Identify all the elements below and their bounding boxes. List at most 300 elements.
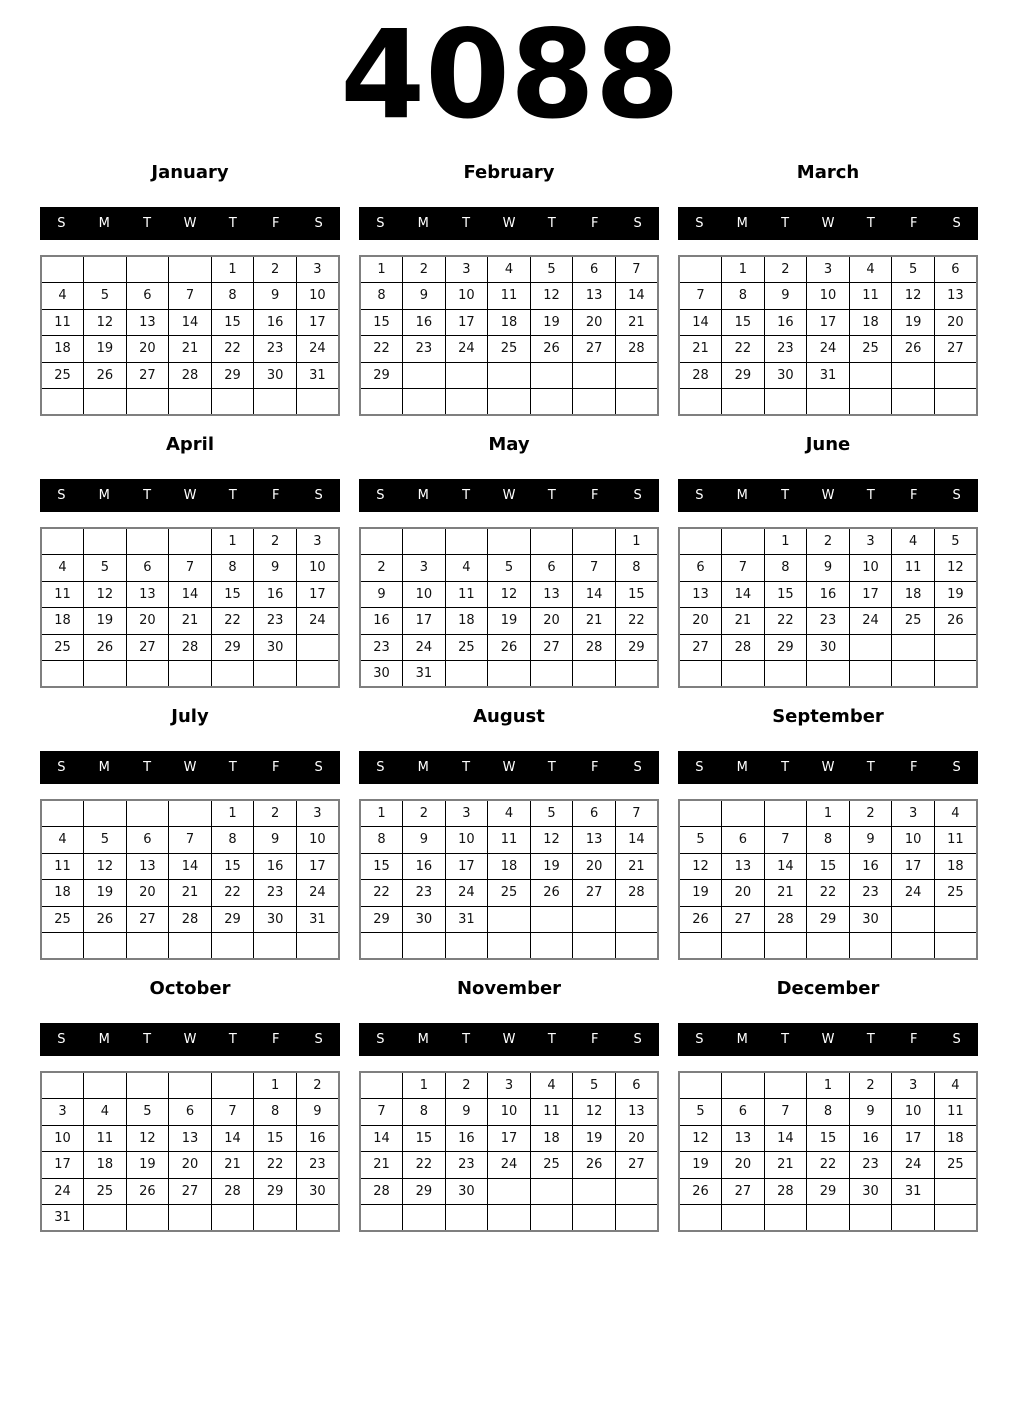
weekday-label: W xyxy=(821,760,835,775)
day-cell: 7 xyxy=(615,800,658,827)
empty-day-cell xyxy=(126,1072,169,1099)
day-cell: 10 xyxy=(892,1099,935,1126)
weekday-label: S xyxy=(633,488,642,503)
day-cell: 20 xyxy=(126,880,169,907)
weekday-label: T xyxy=(228,488,237,503)
empty-day-cell xyxy=(615,362,658,389)
week-row xyxy=(360,362,658,389)
empty-day-cell xyxy=(126,1205,169,1232)
day-cell: 27 xyxy=(934,336,977,363)
day-cell: 5 xyxy=(934,528,977,555)
week-row xyxy=(679,309,977,336)
day-cell: 31 xyxy=(892,1178,935,1205)
weekday-label: S xyxy=(376,1032,385,1047)
day-cell: 30 xyxy=(254,362,297,389)
header-gap xyxy=(359,1056,659,1071)
week-row xyxy=(360,634,658,661)
month-title: August xyxy=(473,706,545,727)
day-cell: 29 xyxy=(764,634,807,661)
day-cell: 19 xyxy=(126,1152,169,1179)
day-cell: 22 xyxy=(211,880,254,907)
day-cell: 15 xyxy=(254,1125,297,1152)
month-section xyxy=(678,966,978,1232)
day-cell: 22 xyxy=(807,880,850,907)
day-cell: 10 xyxy=(445,283,488,310)
weekday-label: S xyxy=(952,1032,961,1047)
empty-day-cell xyxy=(892,906,935,933)
day-cell: 27 xyxy=(126,906,169,933)
weekday-label: T xyxy=(547,488,556,503)
weekday-header-bar xyxy=(40,479,340,512)
day-cell: 19 xyxy=(892,309,935,336)
weekday-label: W xyxy=(183,488,197,503)
day-cell: 14 xyxy=(211,1125,254,1152)
day-cell: 19 xyxy=(573,1125,616,1152)
weekday-label: T xyxy=(143,1032,152,1047)
day-cell: 11 xyxy=(41,309,84,336)
empty-day-cell xyxy=(254,933,297,960)
day-cell: 30 xyxy=(296,1178,339,1205)
empty-day-cell xyxy=(126,528,169,555)
empty-day-cell xyxy=(615,661,658,688)
day-cell: 24 xyxy=(892,1152,935,1179)
day-cell: 20 xyxy=(126,608,169,635)
day-cell: 27 xyxy=(679,634,722,661)
empty-day-cell xyxy=(530,1205,573,1232)
day-cell: 19 xyxy=(679,880,722,907)
day-cell: 9 xyxy=(849,1099,892,1126)
empty-day-cell xyxy=(126,256,169,283)
weekday-label: F xyxy=(271,1032,280,1047)
empty-day-cell xyxy=(488,389,531,416)
weekday-label: S xyxy=(695,760,704,775)
day-cell: 11 xyxy=(892,555,935,582)
empty-day-cell xyxy=(679,528,722,555)
week-row xyxy=(41,827,339,854)
empty-day-cell xyxy=(892,634,935,661)
day-cell: 2 xyxy=(360,555,403,582)
week-row xyxy=(41,800,339,827)
weekday-label: M xyxy=(98,216,110,231)
week-row xyxy=(360,800,658,827)
month-title: February xyxy=(463,162,555,183)
empty-day-cell xyxy=(764,1205,807,1232)
day-cell: 17 xyxy=(296,853,339,880)
day-cell: 17 xyxy=(488,1125,531,1152)
empty-day-cell xyxy=(892,1205,935,1232)
day-cell: 1 xyxy=(615,528,658,555)
weekday-label: M xyxy=(98,1032,110,1047)
day-cell: 21 xyxy=(679,336,722,363)
weekday-label: M xyxy=(736,216,748,231)
day-cell: 11 xyxy=(488,283,531,310)
week-row xyxy=(41,336,339,363)
day-cell: 8 xyxy=(254,1099,297,1126)
day-cell: 13 xyxy=(126,581,169,608)
weekday-label: T xyxy=(228,1032,237,1047)
day-cell: 18 xyxy=(41,880,84,907)
day-cell: 6 xyxy=(722,827,765,854)
day-cell: 24 xyxy=(296,608,339,635)
empty-day-cell xyxy=(41,1072,84,1099)
week-row xyxy=(41,309,339,336)
day-cell: 8 xyxy=(764,555,807,582)
week-row xyxy=(360,933,658,960)
day-cell: 29 xyxy=(211,362,254,389)
month-section xyxy=(359,966,659,1232)
day-cell: 16 xyxy=(764,309,807,336)
empty-day-cell xyxy=(764,1072,807,1099)
day-cell: 21 xyxy=(615,309,658,336)
month-days-table xyxy=(359,1071,659,1232)
month-section xyxy=(40,150,340,416)
empty-day-cell xyxy=(530,906,573,933)
weekday-header-bar xyxy=(359,751,659,784)
empty-day-cell xyxy=(445,528,488,555)
day-cell: 26 xyxy=(530,880,573,907)
week-row xyxy=(679,880,977,907)
empty-day-cell xyxy=(530,389,573,416)
day-cell: 4 xyxy=(934,1072,977,1099)
week-row xyxy=(679,853,977,880)
day-cell: 5 xyxy=(530,800,573,827)
empty-day-cell xyxy=(573,1205,616,1232)
day-cell: 2 xyxy=(403,800,446,827)
empty-day-cell xyxy=(169,389,212,416)
day-cell: 23 xyxy=(807,608,850,635)
week-row xyxy=(360,1072,658,1099)
day-cell: 12 xyxy=(84,853,127,880)
week-row xyxy=(41,634,339,661)
week-row xyxy=(360,309,658,336)
header-gap xyxy=(40,784,340,799)
day-cell: 12 xyxy=(530,283,573,310)
week-row xyxy=(360,336,658,363)
day-cell: 9 xyxy=(849,827,892,854)
day-cell: 28 xyxy=(169,906,212,933)
day-cell: 7 xyxy=(360,1099,403,1126)
day-cell: 27 xyxy=(169,1178,212,1205)
day-cell: 27 xyxy=(722,906,765,933)
empty-day-cell xyxy=(764,389,807,416)
empty-day-cell xyxy=(573,906,616,933)
day-cell: 15 xyxy=(764,581,807,608)
empty-day-cell xyxy=(573,362,616,389)
header-gap xyxy=(678,512,978,527)
day-cell: 4 xyxy=(530,1072,573,1099)
day-cell: 31 xyxy=(807,362,850,389)
weekday-label: S xyxy=(695,1032,704,1047)
empty-day-cell xyxy=(254,1205,297,1232)
day-cell: 17 xyxy=(892,853,935,880)
day-cell: 30 xyxy=(807,634,850,661)
day-cell: 9 xyxy=(807,555,850,582)
day-cell: 5 xyxy=(679,1099,722,1126)
day-cell: 18 xyxy=(934,1125,977,1152)
empty-day-cell xyxy=(679,256,722,283)
empty-day-cell xyxy=(849,661,892,688)
empty-day-cell xyxy=(169,256,212,283)
day-cell: 17 xyxy=(445,309,488,336)
weekday-label: S xyxy=(57,216,66,231)
empty-day-cell xyxy=(722,1072,765,1099)
day-cell: 30 xyxy=(254,634,297,661)
day-cell: 20 xyxy=(169,1152,212,1179)
weekday-label: M xyxy=(98,760,110,775)
day-cell: 6 xyxy=(126,827,169,854)
day-cell: 25 xyxy=(934,1152,977,1179)
day-cell: 24 xyxy=(41,1178,84,1205)
week-row xyxy=(41,906,339,933)
day-cell: 13 xyxy=(169,1125,212,1152)
day-cell: 2 xyxy=(445,1072,488,1099)
weekday-header-bar xyxy=(40,751,340,784)
empty-day-cell xyxy=(488,1178,531,1205)
day-cell: 21 xyxy=(169,608,212,635)
day-cell: 15 xyxy=(403,1125,446,1152)
week-row xyxy=(679,1125,977,1152)
day-cell: 26 xyxy=(126,1178,169,1205)
weekday-label: T xyxy=(781,760,790,775)
week-row xyxy=(41,608,339,635)
day-cell: 7 xyxy=(211,1099,254,1126)
day-cell: 7 xyxy=(169,555,212,582)
weekday-label: W xyxy=(502,760,516,775)
day-cell: 24 xyxy=(445,880,488,907)
day-cell: 13 xyxy=(679,581,722,608)
day-cell: 26 xyxy=(892,336,935,363)
day-cell: 10 xyxy=(488,1099,531,1126)
weekday-header-bar xyxy=(678,1023,978,1056)
week-row xyxy=(41,283,339,310)
day-cell: 27 xyxy=(530,634,573,661)
day-cell: 8 xyxy=(360,283,403,310)
day-cell: 9 xyxy=(360,581,403,608)
day-cell: 11 xyxy=(41,581,84,608)
day-cell: 22 xyxy=(211,608,254,635)
empty-day-cell xyxy=(764,933,807,960)
day-cell: 30 xyxy=(445,1178,488,1205)
day-cell: 26 xyxy=(679,1178,722,1205)
day-cell: 1 xyxy=(254,1072,297,1099)
day-cell: 21 xyxy=(764,880,807,907)
day-cell: 29 xyxy=(615,634,658,661)
day-cell: 17 xyxy=(403,608,446,635)
day-cell: 14 xyxy=(573,581,616,608)
empty-day-cell xyxy=(84,661,127,688)
month-title: September xyxy=(772,706,884,727)
weekday-label: T xyxy=(547,760,556,775)
empty-day-cell xyxy=(41,389,84,416)
day-cell: 13 xyxy=(573,283,616,310)
empty-day-cell xyxy=(615,1205,658,1232)
day-cell: 28 xyxy=(764,1178,807,1205)
day-cell: 15 xyxy=(360,309,403,336)
empty-day-cell xyxy=(296,1205,339,1232)
empty-day-cell xyxy=(360,528,403,555)
week-row xyxy=(360,608,658,635)
day-cell: 16 xyxy=(360,608,403,635)
day-cell: 6 xyxy=(679,555,722,582)
day-cell: 12 xyxy=(488,581,531,608)
week-row xyxy=(360,1152,658,1179)
day-cell: 21 xyxy=(722,608,765,635)
empty-day-cell xyxy=(41,661,84,688)
day-cell: 11 xyxy=(530,1099,573,1126)
weekday-label: F xyxy=(590,1032,599,1047)
day-cell: 8 xyxy=(211,827,254,854)
month-title: December xyxy=(776,978,880,999)
day-cell: 10 xyxy=(807,283,850,310)
day-cell: 9 xyxy=(764,283,807,310)
day-cell: 28 xyxy=(169,362,212,389)
day-cell: 4 xyxy=(892,528,935,555)
week-row xyxy=(360,1125,658,1152)
day-cell: 10 xyxy=(296,283,339,310)
day-cell: 2 xyxy=(254,528,297,555)
weekday-label: S xyxy=(376,216,385,231)
day-cell: 6 xyxy=(573,800,616,827)
weekday-label: S xyxy=(314,1032,323,1047)
day-cell: 25 xyxy=(41,634,84,661)
empty-day-cell xyxy=(807,389,850,416)
month-section xyxy=(40,966,340,1232)
day-cell: 8 xyxy=(403,1099,446,1126)
day-cell: 6 xyxy=(573,256,616,283)
weekday-header-bar xyxy=(678,207,978,240)
month-section xyxy=(359,694,659,960)
day-cell: 27 xyxy=(126,634,169,661)
weekday-label: S xyxy=(314,216,323,231)
day-cell: 12 xyxy=(679,1125,722,1152)
month-section xyxy=(678,694,978,960)
empty-day-cell xyxy=(934,1205,977,1232)
empty-day-cell xyxy=(360,1072,403,1099)
weekday-header-bar xyxy=(40,1023,340,1056)
month-days-table xyxy=(40,1071,340,1232)
day-cell: 25 xyxy=(892,608,935,635)
empty-day-cell xyxy=(530,362,573,389)
weekday-label: T xyxy=(547,216,556,231)
weekday-label: T xyxy=(143,760,152,775)
empty-day-cell xyxy=(296,661,339,688)
day-cell: 8 xyxy=(211,555,254,582)
weekday-label: S xyxy=(633,1032,642,1047)
empty-day-cell xyxy=(169,528,212,555)
day-cell: 28 xyxy=(615,336,658,363)
weekday-label: F xyxy=(909,1032,918,1047)
month-days-table xyxy=(359,255,659,416)
week-row xyxy=(360,906,658,933)
month-days-table xyxy=(678,1071,978,1232)
day-cell: 31 xyxy=(296,906,339,933)
empty-day-cell xyxy=(934,634,977,661)
week-row xyxy=(41,1072,339,1099)
day-cell: 24 xyxy=(296,880,339,907)
day-cell: 23 xyxy=(849,880,892,907)
day-cell: 5 xyxy=(488,555,531,582)
day-cell: 13 xyxy=(722,1125,765,1152)
day-cell: 18 xyxy=(84,1152,127,1179)
day-cell: 28 xyxy=(169,634,212,661)
day-cell: 5 xyxy=(84,555,127,582)
empty-day-cell xyxy=(41,800,84,827)
empty-day-cell xyxy=(488,528,531,555)
weekday-label: S xyxy=(633,216,642,231)
day-cell: 12 xyxy=(84,309,127,336)
day-cell: 27 xyxy=(126,362,169,389)
day-cell: 14 xyxy=(679,309,722,336)
empty-day-cell xyxy=(488,933,531,960)
day-cell: 25 xyxy=(84,1178,127,1205)
day-cell: 4 xyxy=(934,800,977,827)
day-cell: 2 xyxy=(849,1072,892,1099)
weekday-label: W xyxy=(183,760,197,775)
weekday-label: M xyxy=(417,760,429,775)
day-cell: 1 xyxy=(807,800,850,827)
day-cell: 29 xyxy=(722,362,765,389)
day-cell: 22 xyxy=(360,880,403,907)
day-cell: 28 xyxy=(679,362,722,389)
empty-day-cell xyxy=(849,933,892,960)
day-cell: 20 xyxy=(722,1152,765,1179)
day-cell: 5 xyxy=(892,256,935,283)
day-cell: 2 xyxy=(254,256,297,283)
day-cell: 7 xyxy=(679,283,722,310)
month-section xyxy=(678,150,978,416)
empty-day-cell xyxy=(445,1205,488,1232)
empty-day-cell xyxy=(169,1072,212,1099)
day-cell: 11 xyxy=(934,1099,977,1126)
day-cell: 12 xyxy=(530,827,573,854)
day-cell: 16 xyxy=(254,309,297,336)
empty-day-cell xyxy=(934,1178,977,1205)
day-cell: 22 xyxy=(722,336,765,363)
day-cell: 31 xyxy=(41,1205,84,1232)
day-cell: 10 xyxy=(296,827,339,854)
day-cell: 21 xyxy=(360,1152,403,1179)
weekday-label: M xyxy=(417,1032,429,1047)
day-cell: 23 xyxy=(445,1152,488,1179)
day-cell: 21 xyxy=(573,608,616,635)
day-cell: 30 xyxy=(254,906,297,933)
day-cell: 18 xyxy=(849,309,892,336)
weekday-label: T xyxy=(462,216,471,231)
day-cell: 26 xyxy=(530,336,573,363)
week-row xyxy=(679,608,977,635)
day-cell: 8 xyxy=(615,555,658,582)
day-cell: 11 xyxy=(84,1125,127,1152)
day-cell: 13 xyxy=(126,853,169,880)
week-row xyxy=(41,933,339,960)
week-row xyxy=(360,555,658,582)
day-cell: 26 xyxy=(573,1152,616,1179)
day-cell: 25 xyxy=(530,1152,573,1179)
day-cell: 24 xyxy=(296,336,339,363)
month-days-table xyxy=(678,527,978,688)
day-cell: 19 xyxy=(84,880,127,907)
header-gap xyxy=(40,240,340,255)
week-row xyxy=(679,581,977,608)
weekday-label: W xyxy=(821,216,835,231)
weekday-label: S xyxy=(695,216,704,231)
empty-day-cell xyxy=(211,933,254,960)
weekday-label: F xyxy=(590,216,599,231)
day-cell: 15 xyxy=(722,309,765,336)
day-cell: 20 xyxy=(530,608,573,635)
empty-day-cell xyxy=(573,528,616,555)
day-cell: 6 xyxy=(934,256,977,283)
